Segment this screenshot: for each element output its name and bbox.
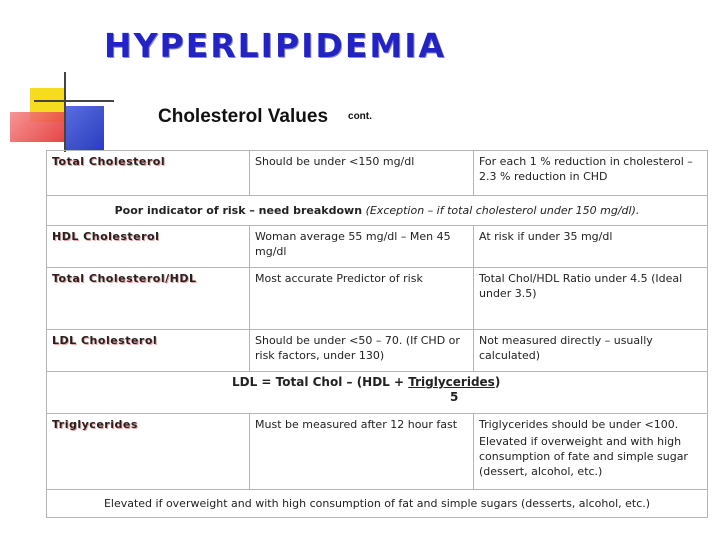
row-note-line-1: Triglycerides should be under <100. bbox=[479, 418, 679, 431]
footer-note: Elevated if overweight and with high consumption of fat and simple sugars (desserts, alcohol, etc.) bbox=[47, 490, 708, 518]
row-value: Most accurate Predictor of risk bbox=[250, 268, 474, 330]
subtitle-cont: cont. bbox=[348, 111, 372, 122]
row-note: Not measured directly – usually calculated) bbox=[474, 330, 708, 372]
risk-note-bold: Poor indicator of risk – need breakdown bbox=[114, 204, 363, 217]
risk-note-italic: (Exception – if total cholesterol under 150 mg/dl). bbox=[365, 204, 640, 217]
row-note-line-2: Elevated if overweight and with high consumption of fate and simple sugar (dessert, alcohol, etc.) bbox=[479, 435, 688, 478]
red-square-decoration bbox=[10, 112, 70, 142]
row-value: Should be under <50 – 70. (If CHD or risk factors, under 130) bbox=[250, 330, 474, 372]
row-value: Must be measured after 12 hour fast bbox=[250, 414, 474, 490]
row-note: Total Chol/HDL Ratio under 4.5 (Ideal under 3.5) bbox=[474, 268, 708, 330]
row-label: HDL Cholesterol bbox=[47, 226, 250, 268]
subtitle-text: Cholesterol Values bbox=[158, 106, 329, 127]
row-note bbox=[474, 414, 708, 490]
row-note: At risk if under 35 mg/dl bbox=[474, 226, 708, 268]
table-row bbox=[47, 226, 708, 268]
formula-prefix: LDL = Total Chol – (HDL + bbox=[232, 375, 409, 389]
row-label: LDL Cholesterol bbox=[47, 330, 250, 372]
table-row bbox=[47, 372, 708, 414]
table-row bbox=[47, 414, 708, 490]
table-row bbox=[47, 151, 708, 196]
row-label: Total Cholesterol bbox=[47, 151, 250, 196]
blue-square-decoration bbox=[64, 106, 104, 150]
row-note: For each 1 % reduction in cholesterol – 2.3 % reduction in CHD bbox=[474, 151, 708, 196]
page-title: HYPERLIPIDEMIA bbox=[104, 26, 447, 65]
table-row bbox=[47, 268, 708, 330]
ldl-formula-line bbox=[232, 375, 702, 390]
table-row bbox=[47, 490, 708, 518]
row-label: Triglycerides bbox=[47, 414, 250, 490]
table-row bbox=[47, 196, 708, 226]
horizontal-line-decoration bbox=[34, 100, 114, 102]
row-label: Total Cholesterol/HDL bbox=[47, 268, 250, 330]
section-subtitle bbox=[158, 106, 372, 128]
risk-note bbox=[47, 196, 708, 226]
ldl-formula bbox=[47, 372, 708, 414]
formula-suffix: ) bbox=[494, 375, 501, 389]
row-value: Should be under <150 mg/dl bbox=[250, 151, 474, 196]
table-row bbox=[47, 330, 708, 372]
formula-triglycerides: Triglycerides bbox=[408, 375, 495, 389]
formula-divisor: 5 bbox=[450, 390, 459, 404]
vertical-line-decoration bbox=[64, 72, 66, 152]
cholesterol-table bbox=[46, 150, 708, 518]
row-value: Woman average 55 mg/dl – Men 45 mg/dl bbox=[250, 226, 474, 268]
